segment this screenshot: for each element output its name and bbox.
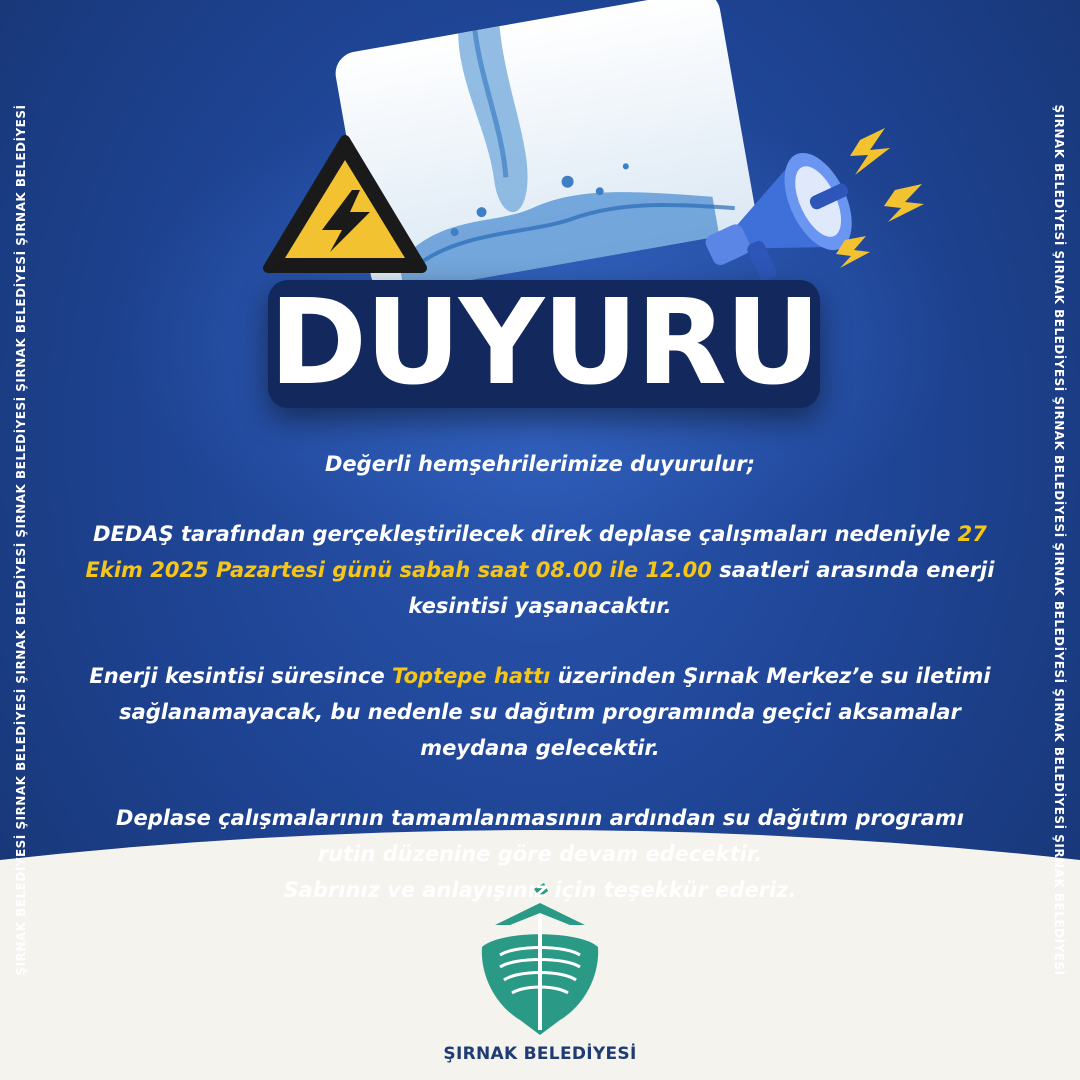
text-span: Enerji kesintisi süresince — [89, 664, 393, 688]
highlight-datetime: Ekim 2025 Pazartesi günü sabah saat 08.00 ile 12.00 — [85, 558, 712, 582]
paragraph-closing — [40, 800, 1040, 908]
text-span: sağlanamayacak, bu nedenle su dağıtım programında geçici aksamalar — [119, 700, 961, 724]
greeting: Değerli hemşehrilerimize duyurulur; — [324, 452, 756, 476]
highlight-line: Toptepe hattı — [392, 664, 551, 688]
text-span: kesintisi yaşanacaktır. — [408, 594, 672, 618]
text-span: rutin düzenine göre devam edecektir. — [317, 842, 763, 866]
text-span: saatleri arasında enerji — [711, 558, 995, 582]
brand-name: ŞIRNAK BELEDİYESİ — [443, 1044, 637, 1064]
highlight-date: 27 — [957, 522, 987, 546]
side-brand-text-left: ŞIRNAK BELEDİYESİ ŞIRNAK BELEDİYESİ ŞIRNAK BELEDİYESİ ŞIRNAK BELEDİYESİ ŞIRNAK BELEDİYESİ ŞIRNAK BELEDİYESİ — [14, 104, 28, 976]
text-span: meydana gelecektir. — [420, 736, 660, 760]
side-brand-text-right: ŞIRNAK BELEDİYESİ ŞIRNAK BELEDİYESİ ŞIRNAK BELEDİYESİ ŞIRNAK BELEDİYESİ ŞIRNAK BELEDİYESİ ŞIRNAK BELEDİYESİ — [1052, 104, 1066, 976]
announcement-body — [40, 446, 1040, 908]
paragraph-water — [40, 658, 1040, 766]
page-title: DUYURU — [269, 273, 819, 411]
text-span: Deplase çalışmalarının tamamlanmasının ardından su dağıtım programı — [116, 806, 964, 830]
text-span: DEDAŞ tarafından gerçekleştirilecek direk deplase çalışmaları nedeniyle — [93, 522, 958, 546]
text-span: Sabrınız ve anlayışınız için teşekkür ederiz. — [283, 878, 797, 902]
paragraph-outage — [40, 516, 1040, 624]
text-span: üzerinden Şırnak Merkez’e su iletimi — [550, 664, 991, 688]
